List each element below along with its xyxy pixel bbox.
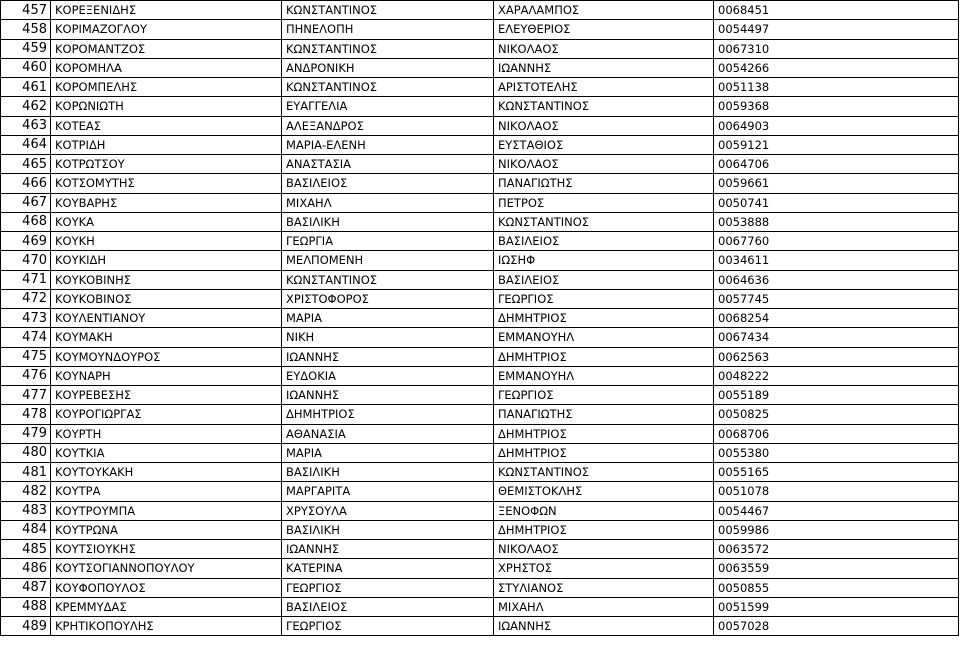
code-cell: 0062563 [714,347,959,366]
row-number: 473 [1,309,51,328]
table-row [1,617,959,636]
row-number: 474 [1,328,51,347]
row-number: 464 [1,135,51,154]
code-cell: 0055165 [714,463,959,482]
father-name-cell: ΙΩΣΗΦ [494,251,714,270]
code-cell: 0050825 [714,405,959,424]
first-name-cell: ΚΑΤΕΡΙΝΑ [282,559,494,578]
code-cell: 0063572 [714,540,959,559]
father-name-cell: ΔΗΜΗΤΡΙΟΣ [494,347,714,366]
row-number: 457 [1,1,51,20]
father-name-cell: ΚΩΝΣΤΑΝΤΙΝΟΣ [494,212,714,231]
father-name-cell: ΝΙΚΟΛΑΟΣ [494,39,714,58]
father-name-cell: ΝΙΚΟΛΑΟΣ [494,116,714,135]
father-name-cell: ΝΙΚΟΛΑΟΣ [494,155,714,174]
surname-cell: ΚΟΡΩΝΙΩΤΗ [51,97,282,116]
table-row [1,232,959,251]
code-cell: 0055380 [714,443,959,462]
table-row [1,424,959,443]
row-number: 489 [1,617,51,636]
surname-cell: ΚΟΥΚΟΒΙΝΗΣ [51,270,282,289]
row-number: 486 [1,559,51,578]
surname-cell: ΚΟΤΡΙΔΗ [51,135,282,154]
table-row [1,270,959,289]
surname-cell: ΚΟΥΤΣΙΟΥΚΗΣ [51,540,282,559]
first-name-cell: ΙΩΑΝΝΗΣ [282,540,494,559]
code-cell: 0067434 [714,328,959,347]
first-name-cell: ΒΑΣΙΛΙΚΗ [282,520,494,539]
first-name-cell: ΜΑΡΙΑ-ΕΛΕΝΗ [282,135,494,154]
surname-cell: ΚΟΥΤΡΟΥΜΠΑ [51,501,282,520]
row-number: 463 [1,116,51,135]
surname-cell: ΚΟΥΤΣΟΓΙΑΝΝΟΠΟΥΛΟΥ [51,559,282,578]
surname-cell: ΚΟΤΡΩΤΣΟΥ [51,155,282,174]
table-row [1,116,959,135]
code-cell: 0048222 [714,366,959,385]
first-name-cell: ΙΩΑΝΝΗΣ [282,386,494,405]
surname-cell: ΚΟΥΡΕΒΕΣΗΣ [51,386,282,405]
first-name-cell: ΚΩΝΣΤΑΝΤΙΝΟΣ [282,1,494,20]
table-row [1,520,959,539]
code-cell: 0050741 [714,193,959,212]
table-row [1,1,959,20]
row-number: 468 [1,212,51,231]
code-cell: 0059986 [714,520,959,539]
father-name-cell: ΓΕΩΡΓΙΟΣ [494,386,714,405]
row-number: 470 [1,251,51,270]
surname-cell: ΚΟΥΤΡΑ [51,482,282,501]
first-name-cell: ΒΑΣΙΛΙΚΗ [282,212,494,231]
table-row [1,405,959,424]
father-name-cell: ΠΕΤΡΟΣ [494,193,714,212]
code-cell: 0059121 [714,135,959,154]
father-name-cell: ΕΛΕΥΘΕΡΙΟΣ [494,20,714,39]
table-row [1,386,959,405]
first-name-cell: ΜΑΡΙΑ [282,309,494,328]
surname-cell: ΚΟΤΕΑΣ [51,116,282,135]
father-name-cell: ΔΗΜΗΤΡΙΟΣ [494,520,714,539]
surname-cell: ΚΟΥΜΑΚΗ [51,328,282,347]
surname-cell: ΚΟΡΟΜΗΛΑ [51,58,282,77]
code-cell: 0034611 [714,251,959,270]
table-row [1,97,959,116]
first-name-cell: ΜΑΡΙΑ [282,443,494,462]
table-row [1,482,959,501]
table-row [1,463,959,482]
table-row [1,78,959,97]
surname-cell: ΚΟΥΤΚΙΑ [51,443,282,462]
surname-cell: ΚΟΡΟΜΑΝΤΖΟΣ [51,39,282,58]
code-cell: 0051138 [714,78,959,97]
first-name-cell: ΜΑΡΓΑΡΙΤΑ [282,482,494,501]
father-name-cell: ΚΩΝΣΤΑΝΤΙΝΟΣ [494,463,714,482]
first-name-cell: ΚΩΝΣΤΑΝΤΙΝΟΣ [282,270,494,289]
father-name-cell: ΔΗΜΗΤΡΙΟΣ [494,309,714,328]
code-cell: 0057028 [714,617,959,636]
father-name-cell: ΑΡΙΣΤΟΤΕΛΗΣ [494,78,714,97]
father-name-cell: ΙΩΑΝΝΗΣ [494,58,714,77]
row-number: 478 [1,405,51,424]
table-body [1,1,959,636]
first-name-cell: ΚΩΝΣΤΑΝΤΙΝΟΣ [282,39,494,58]
row-number: 467 [1,193,51,212]
table-row [1,39,959,58]
code-cell: 0064706 [714,155,959,174]
father-name-cell: ΘΕΜΙΣΤΟΚΛΗΣ [494,482,714,501]
code-cell: 0064903 [714,116,959,135]
table-row [1,251,959,270]
row-number: 466 [1,174,51,193]
first-name-cell: ΕΥΔΟΚΙΑ [282,366,494,385]
surname-cell: ΚΟΥΜΟΥΝΔΟΥΡΟΣ [51,347,282,366]
table-row [1,559,959,578]
father-name-cell: ΣΤΥΛΙΑΝΟΣ [494,578,714,597]
table-row [1,443,959,462]
father-name-cell: ΠΑΝΑΓΙΩΤΗΣ [494,405,714,424]
surname-cell: ΚΟΥΚΟΒΙΝΟΣ [51,289,282,308]
code-cell: 0068706 [714,424,959,443]
first-name-cell: ΒΑΣΙΛΕΙΟΣ [282,597,494,616]
father-name-cell: ΧΑΡΑΛΑΜΠΟΣ [494,1,714,20]
surname-cell: ΚΟΥΛΕΝΤΙΑΝΟΥ [51,309,282,328]
surname-cell: ΚΟΥΚΑ [51,212,282,231]
surname-cell: ΚΟΥΚΙΔΗ [51,251,282,270]
father-name-cell: ΒΑΣΙΛΕΙΟΣ [494,232,714,251]
row-number: 479 [1,424,51,443]
table-row [1,578,959,597]
row-number: 480 [1,443,51,462]
father-name-cell: ΠΑΝΑΓΙΩΤΗΣ [494,174,714,193]
first-name-cell: ΓΕΩΡΓΙΑ [282,232,494,251]
surname-cell: ΚΟΥΝΑΡΗ [51,366,282,385]
first-name-cell: ΔΗΜΗΤΡΙΟΣ [282,405,494,424]
code-cell: 0050855 [714,578,959,597]
first-name-cell: ΝΙΚΗ [282,328,494,347]
code-cell: 0067310 [714,39,959,58]
table-row [1,309,959,328]
surname-cell: ΚΟΥΚΗ [51,232,282,251]
row-number: 475 [1,347,51,366]
code-cell: 0059368 [714,97,959,116]
row-number: 484 [1,520,51,539]
code-cell: 0051599 [714,597,959,616]
table-row [1,155,959,174]
surname-cell: ΚΟΡΙΜΑΖΟΓΛΟΥ [51,20,282,39]
father-name-cell: ΕΜΜΑΝΟΥΗΛ [494,328,714,347]
first-name-cell: ΑΝΔΡΟΝΙΚΗ [282,58,494,77]
father-name-cell: ΕΜΜΑΝΟΥΗΛ [494,366,714,385]
surname-cell: ΚΡΕΜΜΥΔΑΣ [51,597,282,616]
row-number: 481 [1,463,51,482]
father-name-cell: ΜΙΧΑΗΛ [494,597,714,616]
first-name-cell: ΙΩΑΝΝΗΣ [282,347,494,366]
row-number: 459 [1,39,51,58]
first-name-cell: ΓΕΩΡΓΙΟΣ [282,578,494,597]
first-name-cell: ΜΕΛΠΟΜΕΝΗ [282,251,494,270]
code-cell: 0068254 [714,309,959,328]
row-number: 483 [1,501,51,520]
row-number: 465 [1,155,51,174]
row-number: 488 [1,597,51,616]
first-name-cell: ΕΥΑΓΓΕΛΙΑ [282,97,494,116]
father-name-cell: ΔΗΜΗΤΡΙΟΣ [494,443,714,462]
father-name-cell: ΔΗΜΗΤΡΙΟΣ [494,424,714,443]
table-row [1,540,959,559]
row-number: 472 [1,289,51,308]
table-row [1,20,959,39]
father-name-cell: ΝΙΚΟΛΑΟΣ [494,540,714,559]
code-cell: 0064636 [714,270,959,289]
surname-cell: ΚΡΗΤΙΚΟΠΟΥΛΗΣ [51,617,282,636]
table-row [1,174,959,193]
table-row [1,366,959,385]
father-name-cell: ΞΕΝΟΦΩΝ [494,501,714,520]
row-number: 471 [1,270,51,289]
code-cell: 0057745 [714,289,959,308]
first-name-cell: ΑΘΑΝΑΣΙΑ [282,424,494,443]
table-row [1,193,959,212]
father-name-cell: ΙΩΑΝΝΗΣ [494,617,714,636]
code-cell: 0051078 [714,482,959,501]
first-name-cell: ΒΑΣΙΛΕΙΟΣ [282,174,494,193]
code-cell: 0067760 [714,232,959,251]
row-number: 477 [1,386,51,405]
surname-cell: ΚΟΤΣΟΜΥΤΗΣ [51,174,282,193]
surname-cell: ΚΟΥΤΡΩΝΑ [51,520,282,539]
row-number: 487 [1,578,51,597]
surname-cell: ΚΟΥΦΟΠΟΥΛΟΣ [51,578,282,597]
father-name-cell: ΓΕΩΡΓΙΟΣ [494,289,714,308]
first-name-cell: ΚΩΝΣΤΑΝΤΙΝΟΣ [282,78,494,97]
code-cell: 0054266 [714,58,959,77]
row-number: 458 [1,20,51,39]
father-name-cell: ΕΥΣΤΑΘΙΟΣ [494,135,714,154]
first-name-cell: ΑΝΑΣΤΑΣΙΑ [282,155,494,174]
table-row [1,135,959,154]
first-name-cell: ΜΙΧΑΗΛ [282,193,494,212]
row-number: 482 [1,482,51,501]
row-number: 462 [1,97,51,116]
table-row [1,212,959,231]
table-row [1,58,959,77]
row-number: 461 [1,78,51,97]
surname-cell: ΚΟΥΤΟΥΚΑΚΗ [51,463,282,482]
row-number: 469 [1,232,51,251]
first-name-cell: ΧΡΙΣΤΟΦΟΡΟΣ [282,289,494,308]
row-number: 485 [1,540,51,559]
code-cell: 0059661 [714,174,959,193]
surname-cell: ΚΟΥΒΑΡΗΣ [51,193,282,212]
code-cell: 0055189 [714,386,959,405]
code-cell: 0054467 [714,501,959,520]
first-name-cell: ΓΕΩΡΓΙΟΣ [282,617,494,636]
code-cell: 0053888 [714,212,959,231]
code-cell: 0063559 [714,559,959,578]
father-name-cell: ΧΡΗΣΤΟΣ [494,559,714,578]
first-name-cell: ΧΡΥΣΟΥΛΑ [282,501,494,520]
row-number: 460 [1,58,51,77]
table-row [1,328,959,347]
surname-cell: ΚΟΥΡΤΗ [51,424,282,443]
table-row [1,597,959,616]
row-number: 476 [1,366,51,385]
father-name-cell: ΒΑΣΙΛΕΙΟΣ [494,270,714,289]
father-name-cell: ΚΩΝΣΤΑΝΤΙΝΟΣ [494,97,714,116]
table-row [1,347,959,366]
surname-cell: ΚΟΥΡΟΓΙΩΡΓΑΣ [51,405,282,424]
surname-cell: ΚΟΡΟΜΠΕΛΗΣ [51,78,282,97]
table-row [1,501,959,520]
surname-cell: ΚΟΡΕΞΕΝΙΔΗΣ [51,1,282,20]
table-row [1,289,959,308]
code-cell: 0068451 [714,1,959,20]
first-name-cell: ΠΗΝΕΛΟΠΗ [282,20,494,39]
code-cell: 0054497 [714,20,959,39]
first-name-cell: ΑΛΕΞΑΝΔΡΟΣ [282,116,494,135]
first-name-cell: ΒΑΣΙΛΙΚΗ [282,463,494,482]
